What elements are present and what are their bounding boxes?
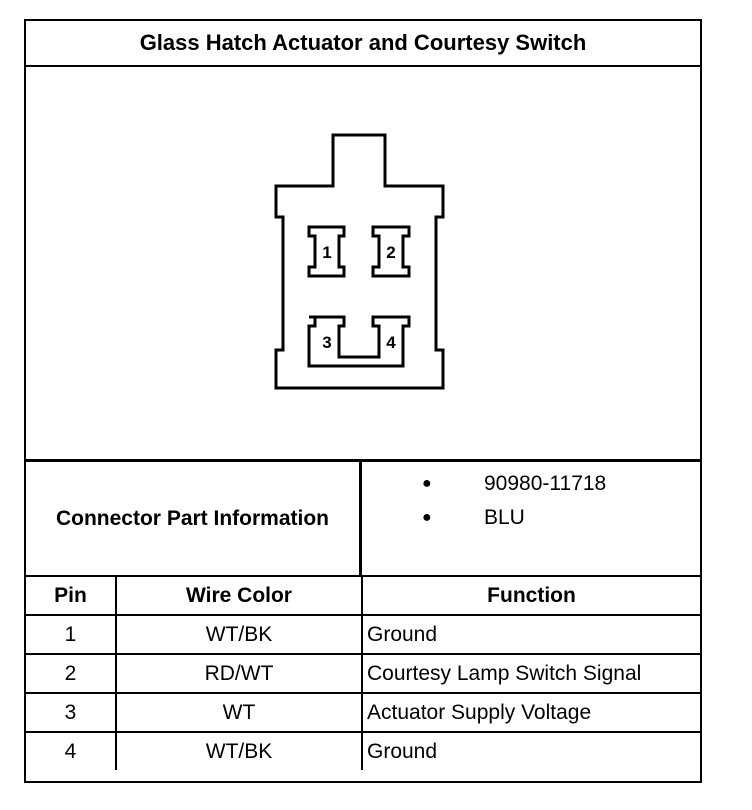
connector-part-info-list: [362, 462, 700, 575]
connector-sheet: [24, 19, 702, 783]
table-header-row: [26, 577, 700, 615]
function-cell: Ground: [362, 615, 700, 654]
pin-cell: 4: [26, 732, 116, 770]
pin-4-label: 4: [386, 333, 396, 352]
header-pin: Pin: [26, 577, 116, 615]
bullet-icon: ●: [422, 475, 432, 492]
pin-cell: 2: [26, 654, 116, 693]
header-function: Function: [362, 577, 700, 615]
table-row: [26, 693, 700, 732]
function-cell: Actuator Supply Voltage: [362, 693, 700, 732]
connector-color: BLU: [484, 506, 525, 529]
part-number-item: [422, 472, 606, 496]
connector-housing-outline: [276, 135, 443, 388]
header-wire-color: Wire Color: [116, 577, 362, 615]
connector-face-drawing: [26, 67, 700, 459]
wire-color-cell: WT: [116, 693, 362, 732]
pin-1-label: 1: [322, 243, 332, 262]
connector-diagram: [26, 67, 700, 459]
bullet-icon: ●: [422, 509, 432, 526]
pin-cell: 3: [26, 693, 116, 732]
wire-color-cell: RD/WT: [116, 654, 362, 693]
part-number: 90980-11718: [484, 472, 607, 495]
table-row: [26, 732, 700, 770]
wire-color-cell: WT/BK: [116, 732, 362, 770]
table-row: [26, 654, 700, 693]
table-row: [26, 615, 700, 654]
connector-part-info-label: Connector Part Information: [26, 462, 362, 575]
page-title: Glass Hatch Actuator and Courtesy Switch: [26, 21, 700, 67]
connector-color-item: [422, 506, 525, 530]
connector-part-info: [26, 459, 700, 577]
wire-color-cell: WT/BK: [116, 615, 362, 654]
pin-3-label: 3: [322, 333, 332, 352]
pin-cell: 1: [26, 615, 116, 654]
pin-2-label: 2: [386, 243, 396, 262]
function-cell: Ground: [362, 732, 700, 770]
pinout-table: [26, 577, 700, 770]
function-cell: Courtesy Lamp Switch Signal: [362, 654, 700, 693]
